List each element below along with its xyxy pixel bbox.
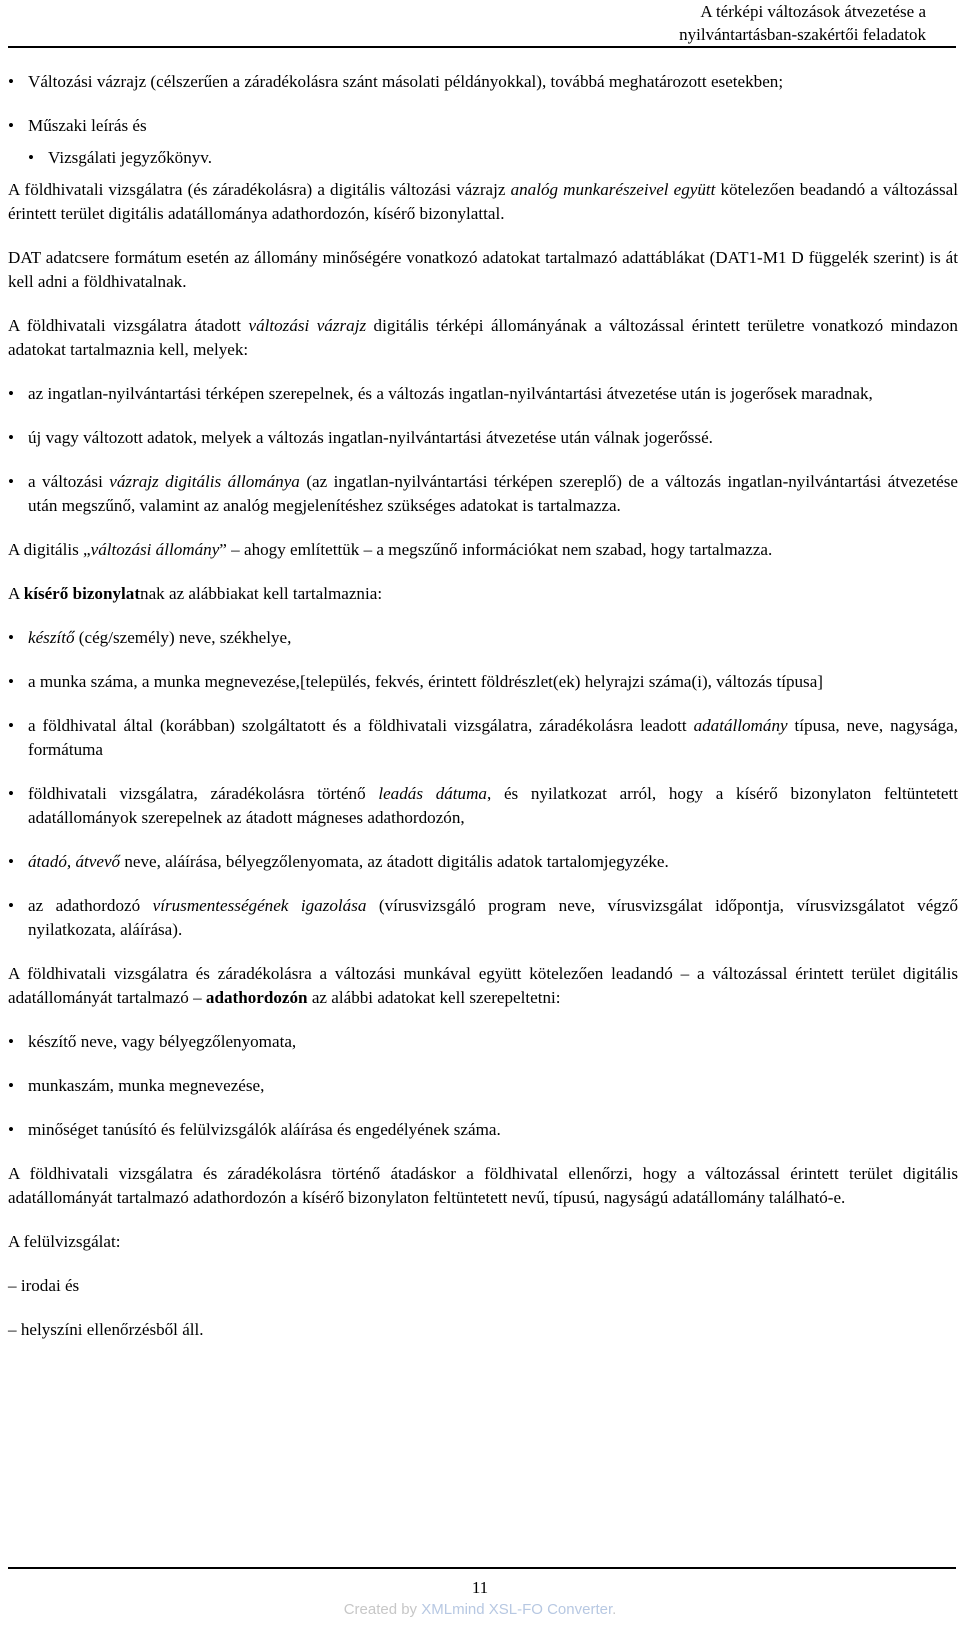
list-item: • a munka száma, a munka megnevezése,[település, fekvés, érintett földrészlet(ek) helyrajzi száma(i), változás típusa] bbox=[8, 670, 958, 694]
bullet-icon: • bbox=[8, 428, 14, 447]
paragraph: A földhivatali vizsgálatra (és záradékolásra) a digitális változási vázrajz analóg munkarészeivel együtt kötelezően beadandó a változással érintett terület digitális adatállománya adathordozón, kísérő bizonylattal. bbox=[8, 180, 958, 223]
list-item: • készítő (cég/személy) neve, székhelye, bbox=[8, 626, 958, 650]
page-number: 11 bbox=[471, 1578, 489, 1597]
list-item: • átadó, átvevő neve, aláírása, bélyegzőlenyomata, az átadott digitális adatok tartalomjegyzéke. bbox=[8, 850, 958, 874]
paragraph: A földhivatali vizsgálatra és záradékolásra történő átadáskor a földhivatal ellenőrzi, hogy a változással érintett terület digitális adatállományát tartalmazó adathordozón a kísérő bizonylaton feltüntetett nevű, típusú, nagyságú adatállomány található-e. bbox=[8, 1164, 958, 1207]
running-header bbox=[679, 0, 926, 46]
bullet-icon: • bbox=[8, 896, 14, 915]
converter-brand: XMLmind XSL-FO Converter bbox=[421, 1601, 613, 1618]
paragraph: A felülvizsgálat: bbox=[8, 1232, 121, 1251]
bullet-icon: • bbox=[28, 148, 34, 167]
list-item: • Műszaki leírás és bbox=[8, 114, 958, 138]
bullet-icon: • bbox=[8, 1120, 14, 1139]
list-item: • minőséget tanúsító és felülvizsgálók aláírása és engedélyének száma. bbox=[8, 1118, 958, 1142]
bullet-icon: • bbox=[8, 116, 14, 135]
list-item: • készítő neve, vagy bélyegzőlenyomata, bbox=[8, 1030, 958, 1054]
list-item: • a változási vázrajz digitális állománya (az ingatlan-nyilvántartási térképen szereplő) de a változás ingatlan-nyilvántartási átvezetése után megszűnő, valamint az analóg megjelenítéshez szükséges adatokat is tartalmazza. bbox=[8, 472, 958, 515]
header-rule bbox=[8, 46, 956, 48]
bullet-icon: • bbox=[8, 472, 14, 491]
bullet-icon: • bbox=[8, 72, 14, 91]
header-line-2: nyilvántartásban-szakértői feladatok bbox=[679, 25, 926, 44]
list-item: • az adathordozó vírusmentességének igazolása (vírusvizsgáló program neve, vírusvizsgálat időpontja, vírusvizsgálatot végző nyilatkozata, aláírása). bbox=[8, 896, 958, 939]
bullet-icon: • bbox=[8, 784, 14, 803]
bullet-icon: • bbox=[8, 716, 14, 735]
dash-item: – irodai és bbox=[8, 1276, 80, 1295]
bullet-icon: • bbox=[8, 852, 14, 871]
bullet-icon: • bbox=[8, 672, 14, 691]
bullet-icon: • bbox=[8, 1032, 14, 1051]
paragraph: A földhivatali vizsgálatra átadott változási vázrajz digitális térképi állományának a változással érintett területre vonatkozó mindazon adatokat tartalmaznia kell, melyek: bbox=[8, 316, 958, 359]
paragraph: A digitális „változási állomány” – ahogy említettük – a megszűnő információkat nem szabad, hogy tartalmazza. bbox=[8, 540, 773, 559]
paragraph: DAT adatcsere formátum esetén az állomány minőségére vonatkozó adatokat tartalmazó adattáblákat (DAT1-M1 D függelék szerint) is át kell adni a földhivatalnak. bbox=[8, 248, 958, 291]
converter-credit: Created by XMLmind XSL-FO Converter. bbox=[343, 1601, 617, 1618]
list-item: • a földhivatal által (korábban) szolgáltatott és a földhivatali vizsgálatra, záradékolásra leadott adatállomány típusa, neve, nagysága, formátuma bbox=[8, 716, 959, 759]
list-item: • az ingatlan-nyilvántartási térképen szerepelnek, és a változás ingatlan-nyilvántartási átvezetése után is jogerősek maradnak, bbox=[8, 382, 958, 406]
bullet-icon: • bbox=[8, 628, 14, 647]
dash-item: – helyszíni ellenőrzésből áll. bbox=[8, 1320, 204, 1339]
list-item: • Változási vázrajz (célszerűen a záradékolásra szánt másolati példányokkal), továbbá meghatározott esetekben; bbox=[8, 70, 958, 94]
list-item: • munkaszám, munka megnevezése, bbox=[8, 1074, 958, 1098]
page-body bbox=[8, 70, 958, 1342]
paragraph: A kísérő bizonylatnak az alábbiakat kell tartalmaznia: bbox=[8, 584, 383, 603]
footer-rule bbox=[8, 1567, 956, 1569]
paragraph: A földhivatali vizsgálatra és záradékolásra a változási munkával együtt kötelezően leadandó – a változással érintett terület digitális adatállományát tartalmazó – adathordozón az alábbi adatokat kell szerepeltetni: bbox=[8, 964, 958, 1007]
list-item: • új vagy változott adatok, melyek a változás ingatlan-nyilvántartási átvezetése után válnak jogerőssé. bbox=[8, 426, 958, 450]
list-item: • földhivatali vizsgálatra, záradékolásra történő leadás dátuma, és nyilatkozat arról, hogy a kísérő bizonylaton feltüntetett adatállományok szerepelnek az átadott mágneses adathordozón, bbox=[8, 784, 959, 827]
bullet-icon: • bbox=[8, 1076, 14, 1095]
bullet-icon: • bbox=[8, 384, 14, 403]
list-item: • Vizsgálati jegyzőkönyv. bbox=[28, 146, 958, 170]
header-line-1: A térképi változások átvezetése a bbox=[700, 2, 926, 21]
